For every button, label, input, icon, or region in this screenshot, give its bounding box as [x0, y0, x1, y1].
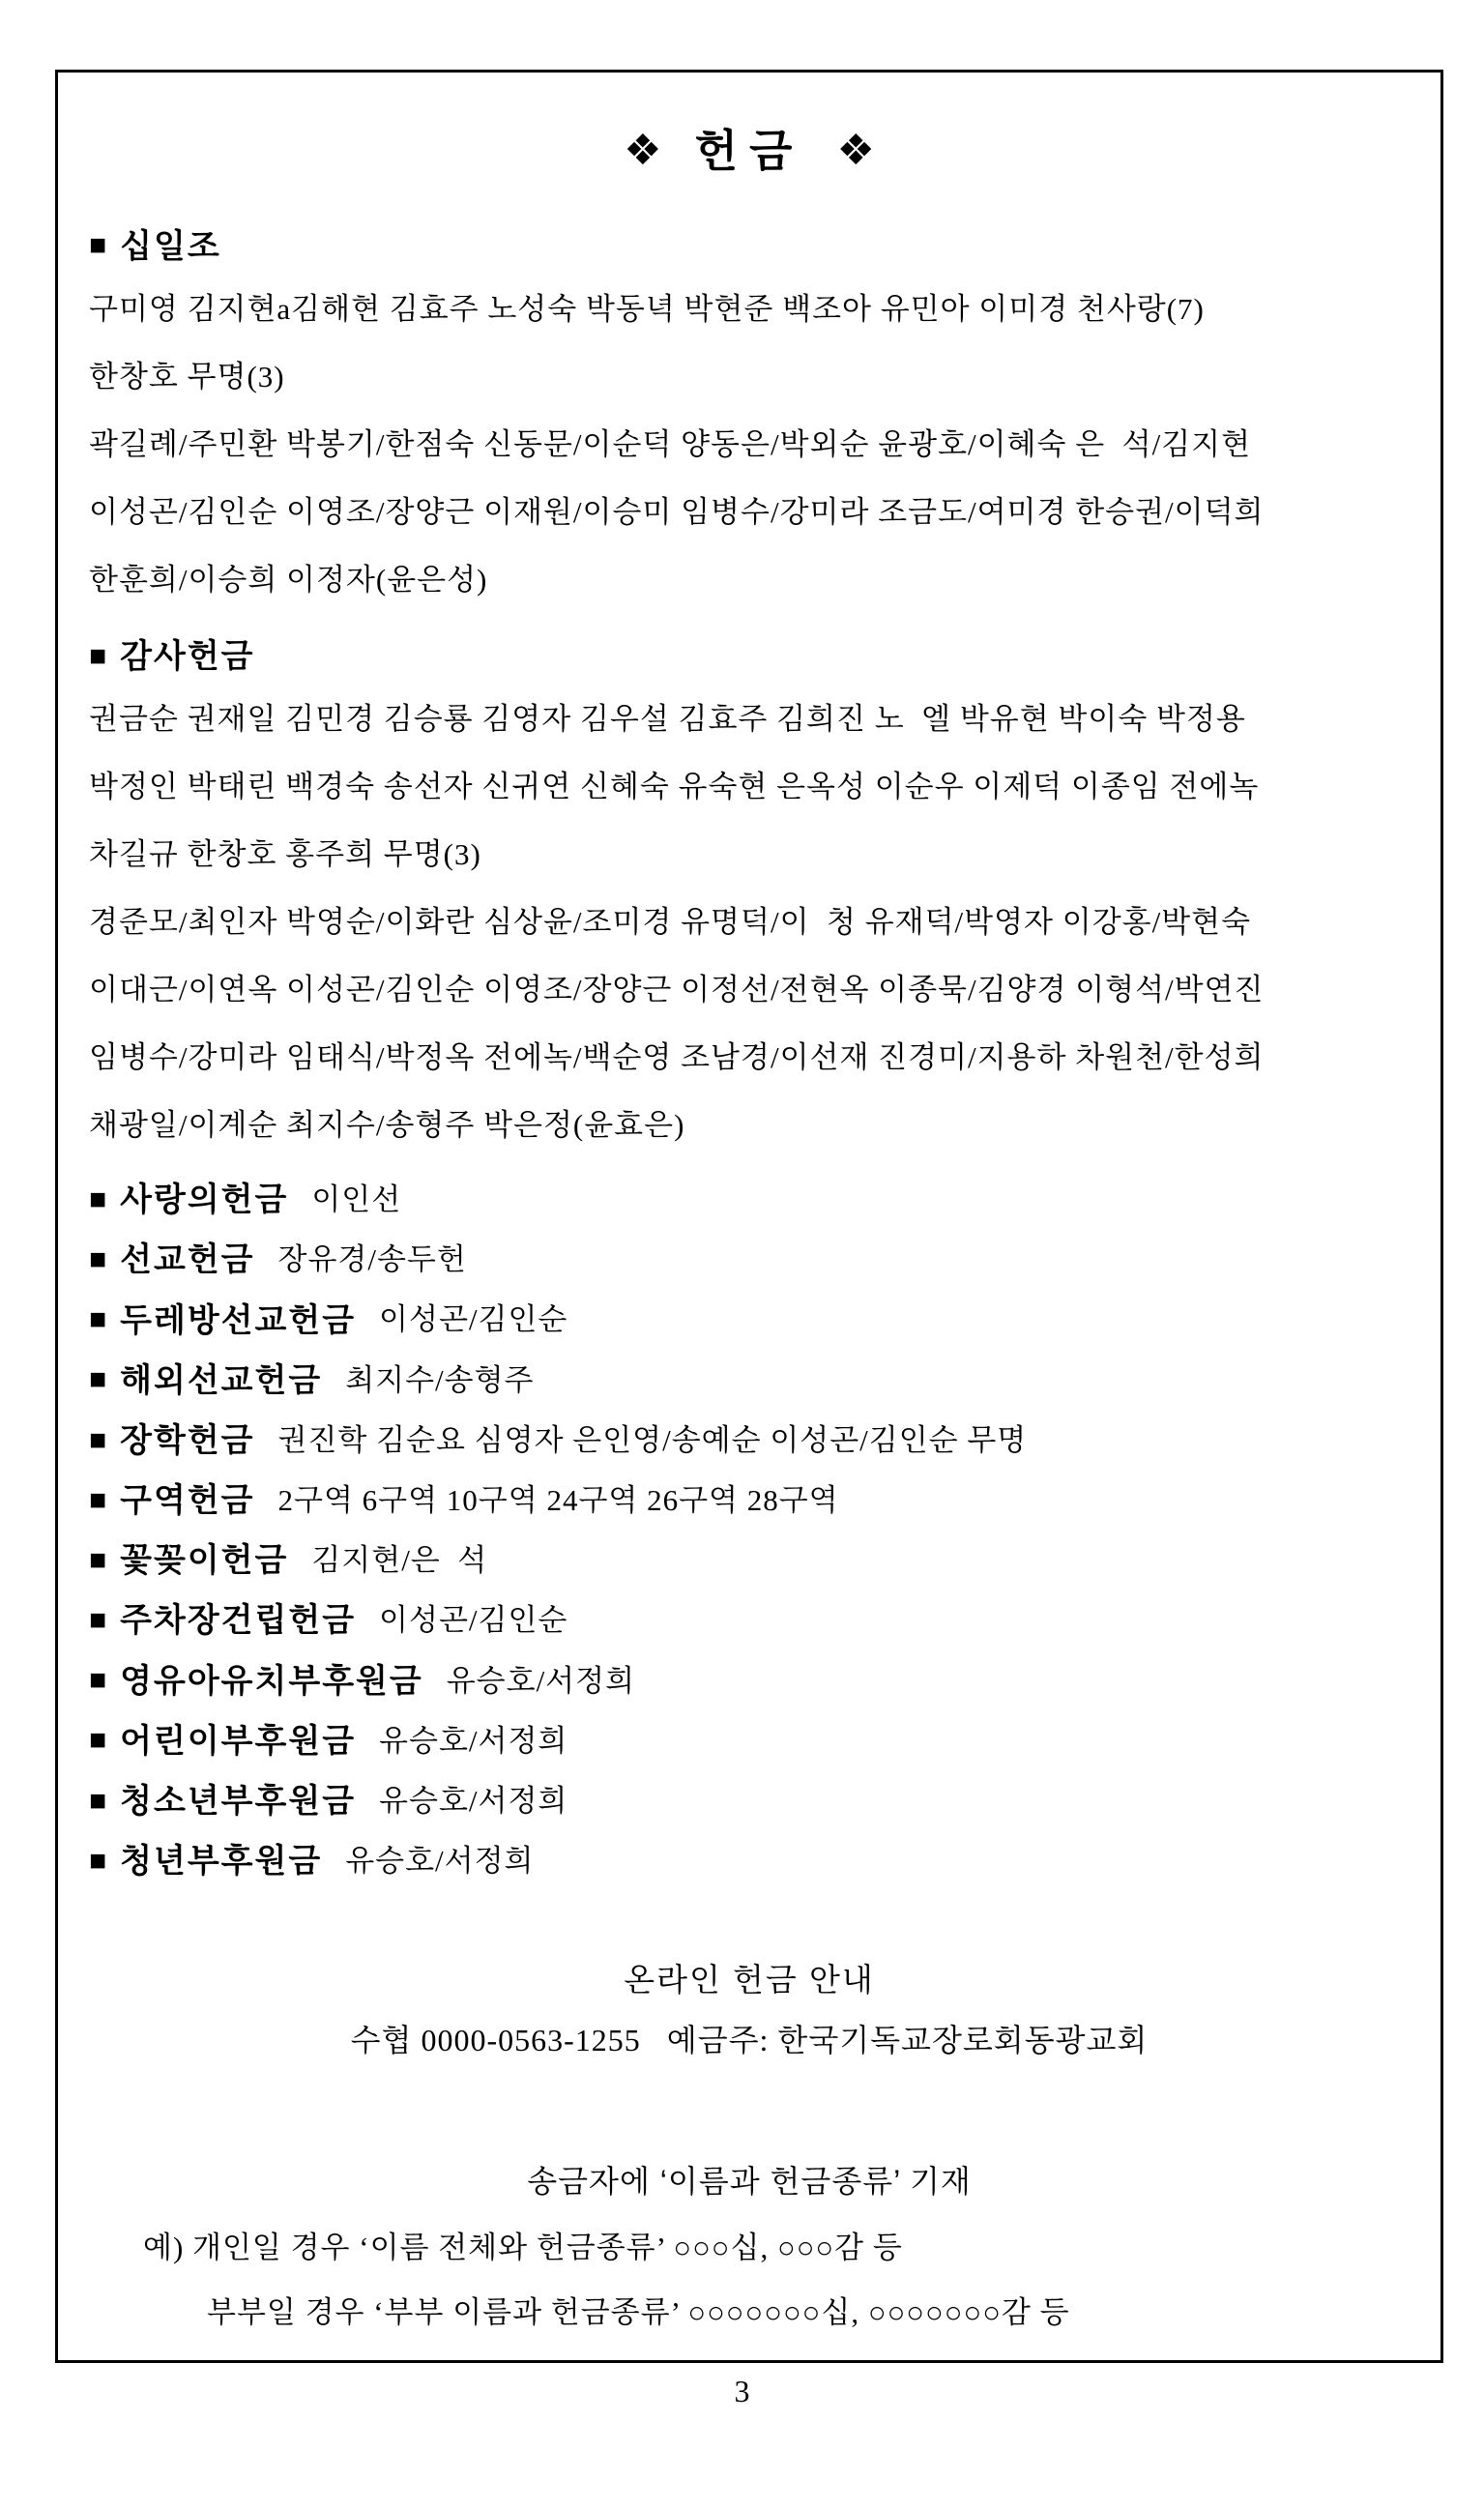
online-offering-heading: 온라인 헌금 안내: [624, 1962, 875, 1998]
square-marker-icon: ■: [89, 1303, 107, 1336]
section-children-dept-fund: [89, 1720, 1410, 1763]
bank-account-line: 수협 0000-0563-1255 예금주: 한국기독교장로회동광교회: [350, 2023, 1149, 2058]
tithe-names-line: 한훈희/이승희 이정자(윤은성): [89, 562, 488, 597]
section-overseas-mission-offering: [89, 1359, 1410, 1402]
section-flower-offering: [89, 1539, 1410, 1582]
section-names: 2구역 6구역 10구역 24구역 26구역 28구역: [277, 1483, 839, 1518]
square-marker-icon: ■: [89, 1543, 107, 1576]
square-marker-icon: ■: [89, 1423, 107, 1456]
page-border-frame: [55, 70, 1443, 2363]
section-names: 유승호/서정희: [446, 1663, 636, 1698]
section-parking-lot-offering: [89, 1599, 1410, 1642]
section-infant-dept-fund: [89, 1660, 1410, 1703]
square-marker-icon: ■: [89, 1784, 107, 1817]
tithe-names-line: 한창호 무명(3): [89, 359, 285, 394]
thanksgiving-names-line: 차길규 한창호 홍주희 무명(3): [89, 837, 481, 872]
section-durebang-mission-offering: [89, 1299, 1410, 1342]
section-names: 이성곤/김인순: [379, 1603, 568, 1638]
section-label: 주차장건립헌금: [120, 1602, 357, 1640]
thanksgiving-names-line: 임병수/강미라 임태식/박정옥 전에녹/백순영 조남경/이선재 진경미/지용하 차원천/한성희: [89, 1040, 1265, 1075]
section-label: 어린이부후원금: [120, 1722, 357, 1760]
remitter-note-line: 송금자에 ‘이름과 헌금종류’ 기재: [527, 2163, 972, 2199]
section-label: 장학헌금: [120, 1421, 255, 1459]
tithe-names-line: 구미영 김지현a김해현 김효주 노성숙 박동녁 박현준 백조아 유민아 이미경 천사랑(7): [89, 291, 1205, 326]
section-label: 구역헌금: [120, 1482, 255, 1520]
section-names: 김지현/은 석: [311, 1543, 488, 1578]
square-marker-icon: ■: [89, 1363, 107, 1396]
diamond-icon: ❖: [836, 127, 875, 174]
section-label: 두레방선교헌금: [120, 1301, 357, 1339]
offering-title-text: 헌금: [694, 126, 804, 176]
square-marker-icon: ■: [89, 229, 107, 262]
section-mission-offering: [89, 1239, 1410, 1281]
section-names: 권진학 김순요 심영자 은인영/송예순 이성곤/김인순 무명: [277, 1422, 1028, 1457]
thanksgiving-names-line: 박정인 박태린 백경숙 송선자 신귀연 신혜숙 유숙현 은옥성 이순우 이제덕 이종임 전에녹: [89, 770, 1260, 804]
square-marker-icon: ■: [89, 639, 107, 672]
couple-example-line: 부부일 경우 ‘부부 이름과 헌금종류’ ○○○○○○○십, ○○○○○○○감 등: [207, 2295, 1070, 2330]
tithe-names-block: [89, 276, 1410, 614]
section-label: 감사헌금: [120, 637, 255, 675]
square-marker-icon: ■: [89, 1182, 107, 1215]
thanksgiving-names-line: 채광일/이계순 최지수/송형주 박은정(윤효은): [89, 1108, 685, 1143]
section-tithe: [89, 225, 1410, 268]
thanksgiving-names-line: 경준모/최인자 박영순/이화란 심상윤/조미경 유명덕/이 청 유재덕/박영자 이강홍/박현숙: [89, 905, 1252, 940]
tithe-names-line: 곽길례/주민환 박봉기/한점숙 신동문/이순덕 양동은/박외순 윤광호/이혜숙 은 석/김지현: [89, 426, 1252, 461]
thanksgiving-names-line: 권금순 권재일 김민경 김승룡 김영자 김우설 김효주 김희진 노 엘 박유현 박이숙 박정용: [89, 702, 1246, 737]
section-youth-dept-fund: [89, 1780, 1410, 1823]
tithe-names-line: 이성곤/김인순 이영조/장양근 이재원/이승미 임병수/강미라 조금도/여미경 한승권/이덕희: [89, 494, 1265, 529]
square-marker-icon: ■: [89, 1242, 107, 1275]
square-marker-icon: ■: [89, 1724, 107, 1757]
section-label: 사랑의헌금: [120, 1182, 289, 1219]
section-label: 해외선교헌금: [120, 1361, 323, 1399]
thanksgiving-names-block: [89, 686, 1410, 1159]
section-label: 십일조: [120, 227, 221, 265]
section-names: 이인선: [311, 1182, 402, 1217]
square-marker-icon: ■: [89, 1604, 107, 1637]
square-marker-icon: ■: [89, 1844, 107, 1877]
thanksgiving-names-line: 이대근/이연옥 이성곤/김인순 이영조/장양근 이정선/전현옥 이종묵/김양경 이형석/박연진: [89, 973, 1265, 1007]
section-scholarship-offering: [89, 1419, 1410, 1462]
section-young-adult-dept-fund: [89, 1840, 1410, 1882]
section-names: 장유경/송두헌: [277, 1242, 467, 1277]
page-number: 3: [734, 2374, 750, 2408]
square-marker-icon: ■: [89, 1483, 107, 1516]
section-names: 유승호/서정희: [379, 1723, 568, 1758]
section-names: 최지수/송형주: [345, 1362, 535, 1397]
section-love-offering: [89, 1179, 1410, 1221]
section-label: 꽃꽂이헌금: [120, 1542, 289, 1580]
section-label: 청년부후원금: [120, 1843, 323, 1881]
square-marker-icon: ■: [89, 1664, 107, 1697]
section-label: 선교헌금: [120, 1241, 255, 1279]
section-names: 이성곤/김인순: [379, 1302, 568, 1337]
section-label: 영유아유치부후원금: [120, 1662, 423, 1700]
offering-title: [89, 125, 1410, 179]
section-thanksgiving: [89, 635, 1410, 678]
section-names: 유승호/서정희: [345, 1844, 535, 1879]
individual-example-line: 예) 개인일 경우 ‘이름 전체와 헌금종류’ ○○○십, ○○○감 등: [143, 2230, 903, 2264]
section-district-offering: [89, 1479, 1410, 1522]
section-names: 유승호/서정희: [379, 1783, 568, 1818]
section-label: 청소년부후원금: [120, 1783, 357, 1821]
diamond-icon: ❖: [624, 127, 662, 174]
